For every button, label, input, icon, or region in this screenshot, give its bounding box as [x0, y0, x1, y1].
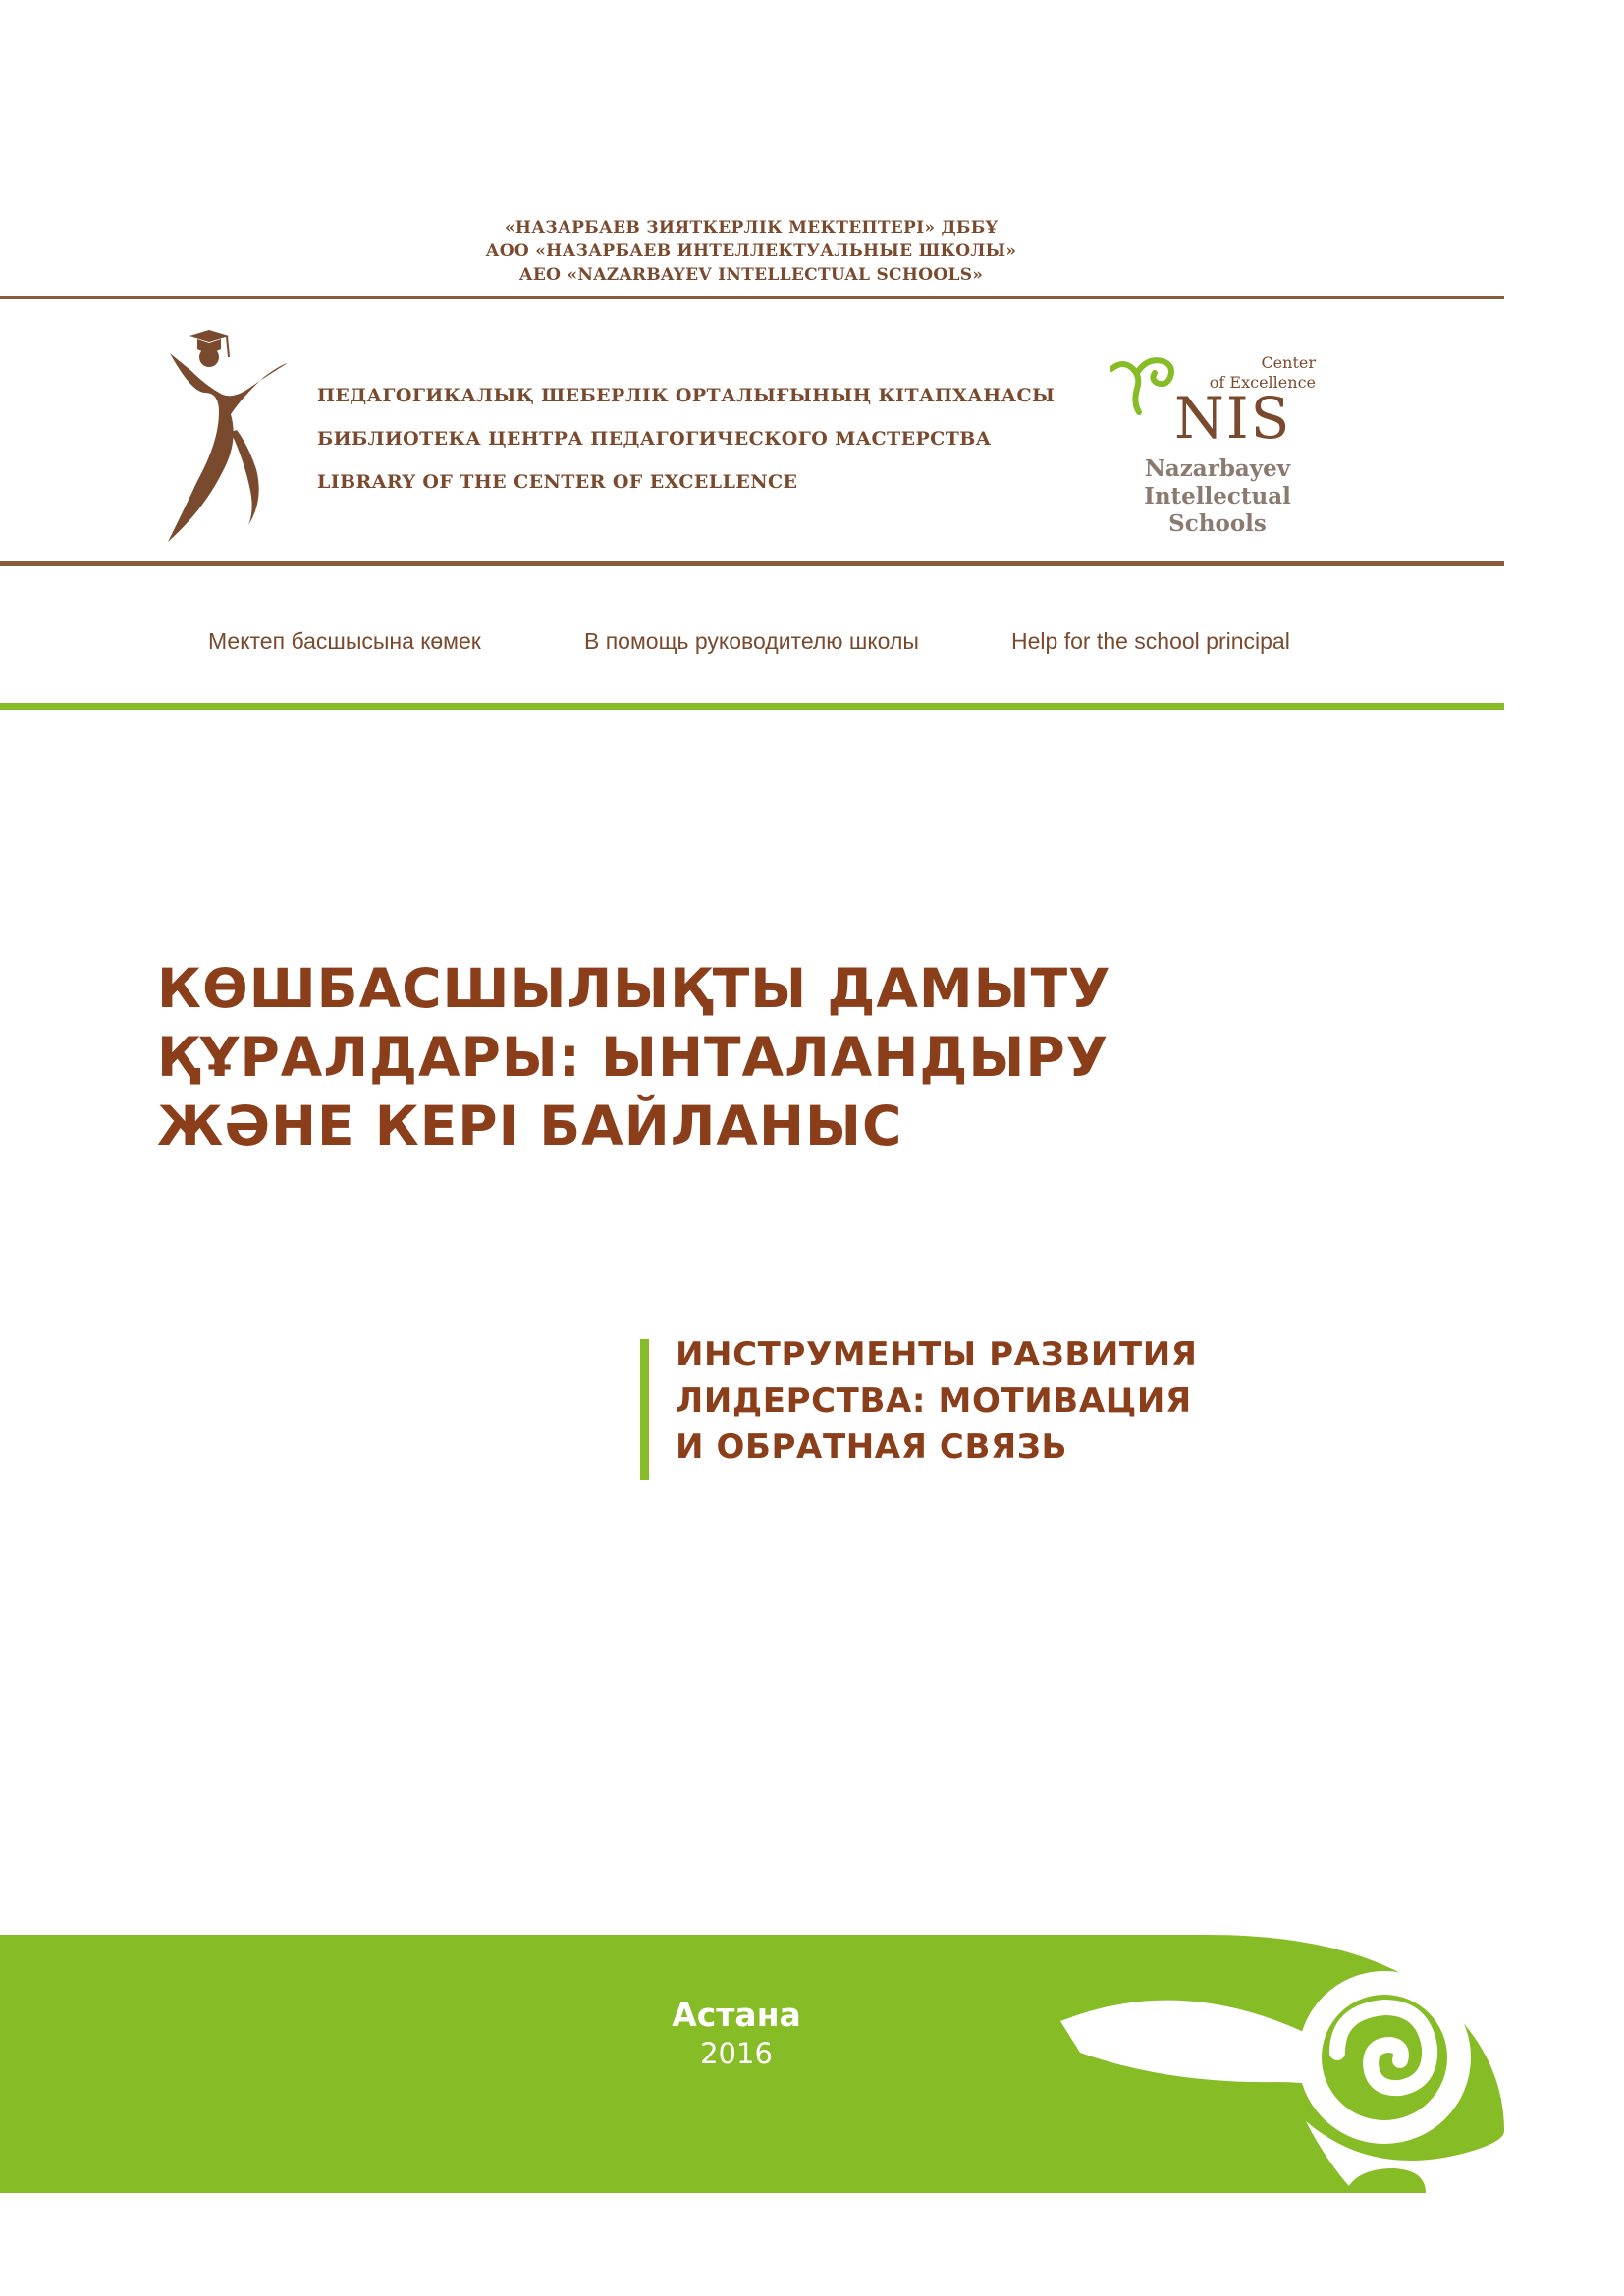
nis-logo: [1100, 346, 1316, 547]
title-kz-line3: ЖӘНЕ КЕРІ БАЙЛАНЫС: [157, 1095, 903, 1157]
library-name-en: LIBRARY OF THE CENTER OF EXCELLENCE: [317, 471, 798, 493]
title-ru-line2: ЛИДЕРСТВА: МОТИВАЦИЯ: [676, 1381, 1192, 1420]
org-name-kz: «НАЗАРБАЕВ ЗИЯТКЕРЛІК МЕКТЕПТЕРІ» ДББҰ: [504, 218, 999, 238]
subtitle-accent-bar: [640, 1339, 649, 1480]
series-label-kz: Мектеп басшысына көмек: [208, 628, 481, 654]
ornament-swirl-icon: [1060, 1935, 1504, 2193]
footer-band: [0, 1935, 1504, 2193]
footer-year: 2016: [700, 2037, 773, 2070]
series-label-ru: В помощь руководителю школы: [584, 628, 919, 654]
title-kz-line2: ҚҰРАЛДАРЫ: ЫНТАЛАНДЫРУ: [157, 1026, 1110, 1089]
org-name-en: АЕО «NAZARBAYEV INTELLECTUAL SCHOOLS»: [518, 265, 984, 285]
title-kz-line1: КӨШБАСШЫЛЫҚТЫ ДАМЫТУ: [157, 957, 1111, 1020]
footer-city: Астана: [672, 1996, 801, 2034]
title-ru-line3: И ОБРАТНАЯ СВЯЗЬ: [676, 1427, 1068, 1467]
title-ru-line1: ИНСТРУМЕНТЫ РАЗВИТИЯ: [676, 1335, 1198, 1374]
nis-center-line2: of Excellence: [1209, 373, 1316, 392]
library-name-ru: БИБЛИОТЕКА ЦЕНТРА ПЕДАГОГИЧЕСКОГО МАСТЕРСТВА: [317, 428, 992, 450]
org-name-ru: АОО «НАЗАРБАЕВ ИНТЕЛЛЕКТУАЛЬНЫЕ ШКОЛЫ»: [485, 241, 1017, 261]
nis-center-line1: Center: [1261, 353, 1316, 372]
middle-rule: [0, 561, 1504, 566]
green-rule: [0, 703, 1504, 710]
nis-name-line3: Schools: [1168, 510, 1267, 537]
nis-name-line2: Intellectual: [1144, 483, 1291, 509]
nis-swirl-icon: [1110, 349, 1178, 416]
nis-name-line1: Nazarbayev: [1144, 455, 1291, 482]
center-of-excellence-figure-icon: [162, 324, 295, 550]
series-label-en: Help for the school principal: [1011, 628, 1290, 654]
library-name-kz: ПЕДАГОГИКАЛЫҚ ШЕБЕРЛІК ОРТАЛЫҒЫНЫҢ КІТАПХАНАСЫ: [317, 385, 1056, 406]
nis-wordmark: NIS: [1174, 385, 1292, 452]
top-rule: [0, 296, 1504, 299]
